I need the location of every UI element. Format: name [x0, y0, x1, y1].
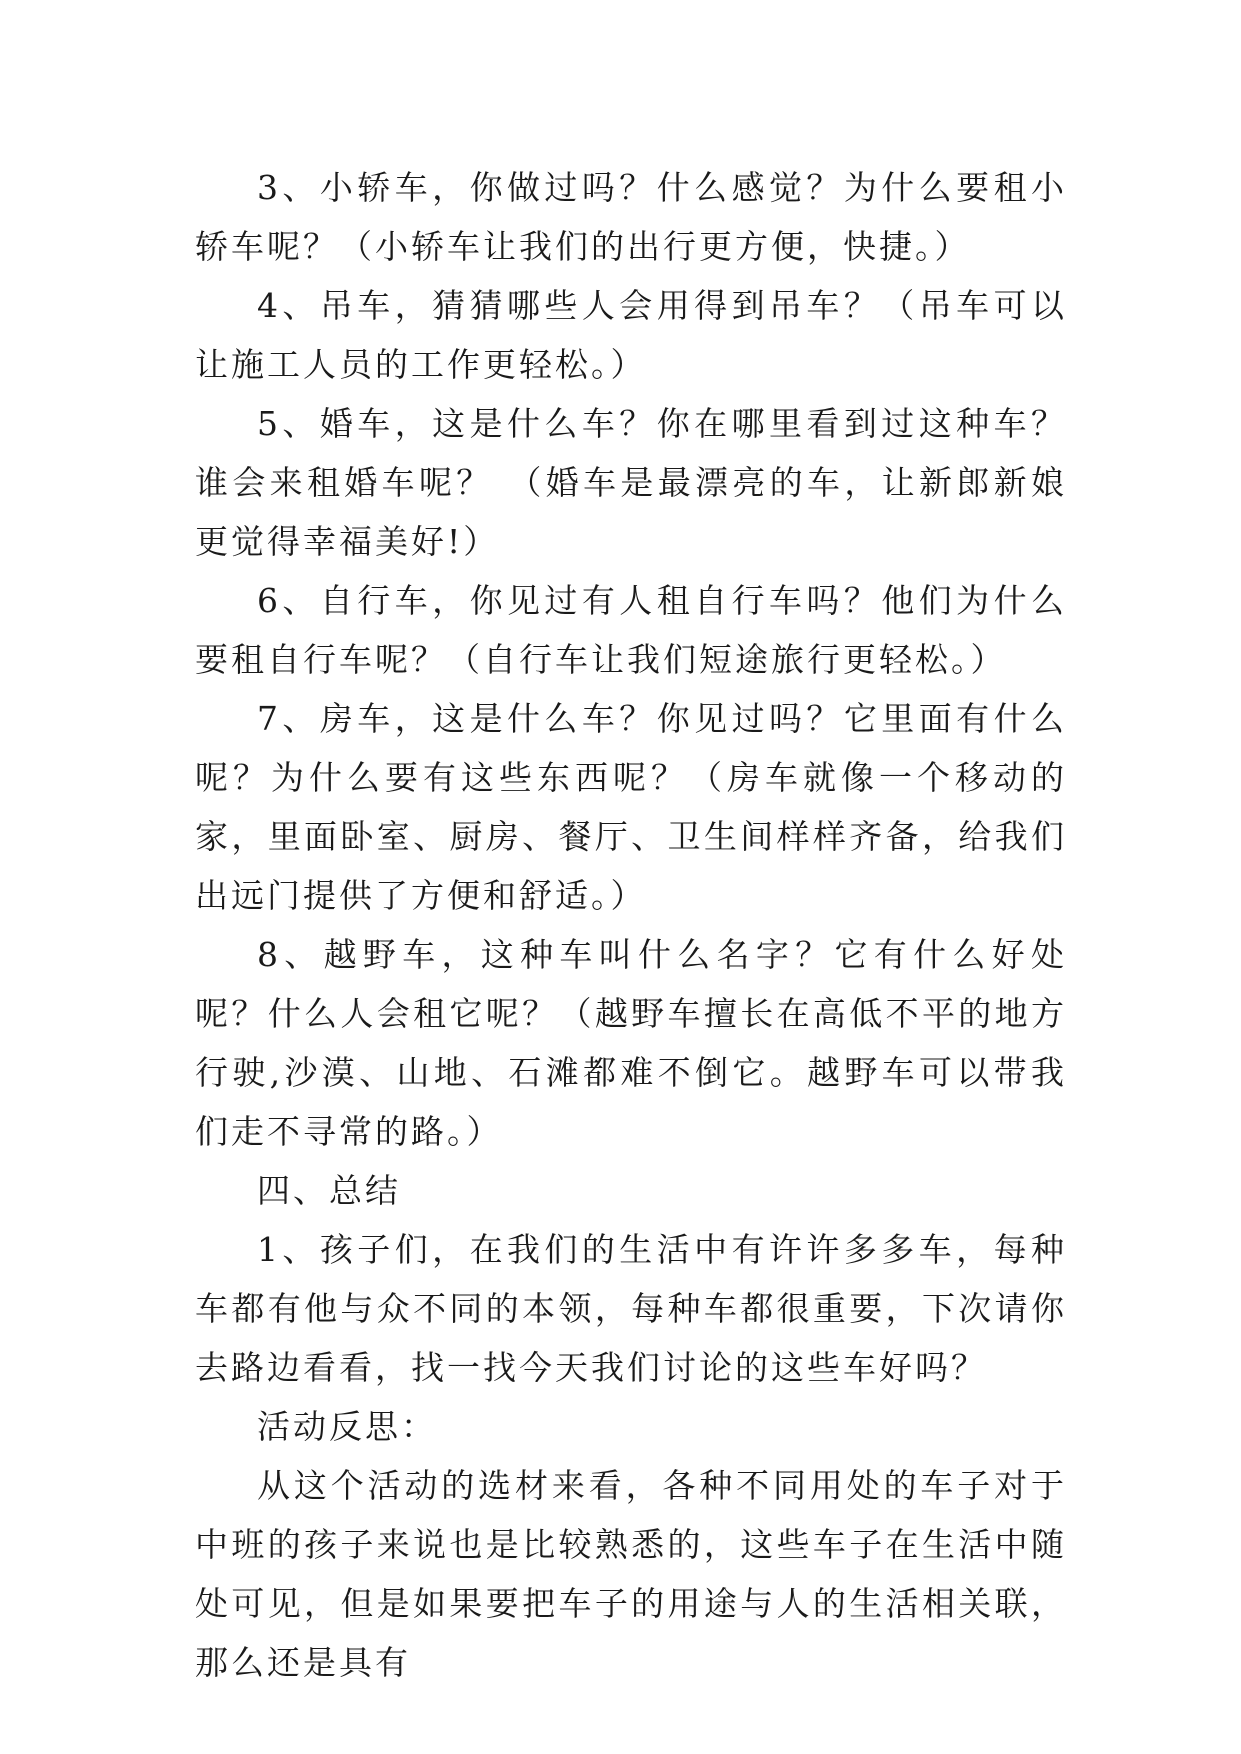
- paragraph-crane: 4、吊车，猜猜哪些人会用得到吊车？（吊车可以让施工人员的工作更轻松。）: [195, 286, 1067, 384]
- paragraph-rv: 7、房车，这是什么车？你见过吗？它里面有什么呢？为什么要有这些东西呢？（房车就像一个移动的家，里面卧室、厨房、餐厅、卫生间样样齐备，给我们出远门提供了方便和舒适。）: [195, 699, 1067, 915]
- document-body: [195, 158, 1067, 1692]
- paragraph-reflection: 从这个活动的选材来看，各种不同用处的车子对于中班的孩子来说也是比较熟悉的，这些车子在生活中随处可见，但是如果要把车子的用途与人的生活相关联，那么还是具有: [195, 1466, 1067, 1682]
- section-heading-reflection: 活动反思：: [257, 1407, 437, 1446]
- paragraph-summary: 1、孩子们，在我们的生活中有许许多多车，每种车都有他与众不同的本领，每种车都很重要，下次请你去路边看看，找一找今天我们讨论的这些车好吗？: [195, 1230, 1067, 1387]
- paragraph-sedan: 3、小轿车，你做过吗？什么感觉？为什么要租小轿车呢？（小轿车让我们的出行更方便，快捷。）: [195, 168, 1067, 266]
- paragraph-wedding-car: 5、婚车，这是什么车？你在哪里看到过这种车？谁会来租婚车呢？ （婚车是最漂亮的车，让新郎新娘更觉得幸福美好!）: [195, 404, 1067, 561]
- section-heading-summary: 四、总结: [257, 1171, 401, 1210]
- paragraph-offroad: 8、越野车，这种车叫什么名字？它有什么好处呢？什么人会租它呢？（越野车擅长在高低不平的地方行驶,沙漠、山地、石滩都难不倒它。越野车可以带我们走不寻常的路。）: [195, 935, 1067, 1151]
- paragraph-bicycle: 6、自行车，你见过有人租自行车吗？他们为什么要租自行车呢？（自行车让我们短途旅行更轻松。）: [195, 581, 1067, 679]
